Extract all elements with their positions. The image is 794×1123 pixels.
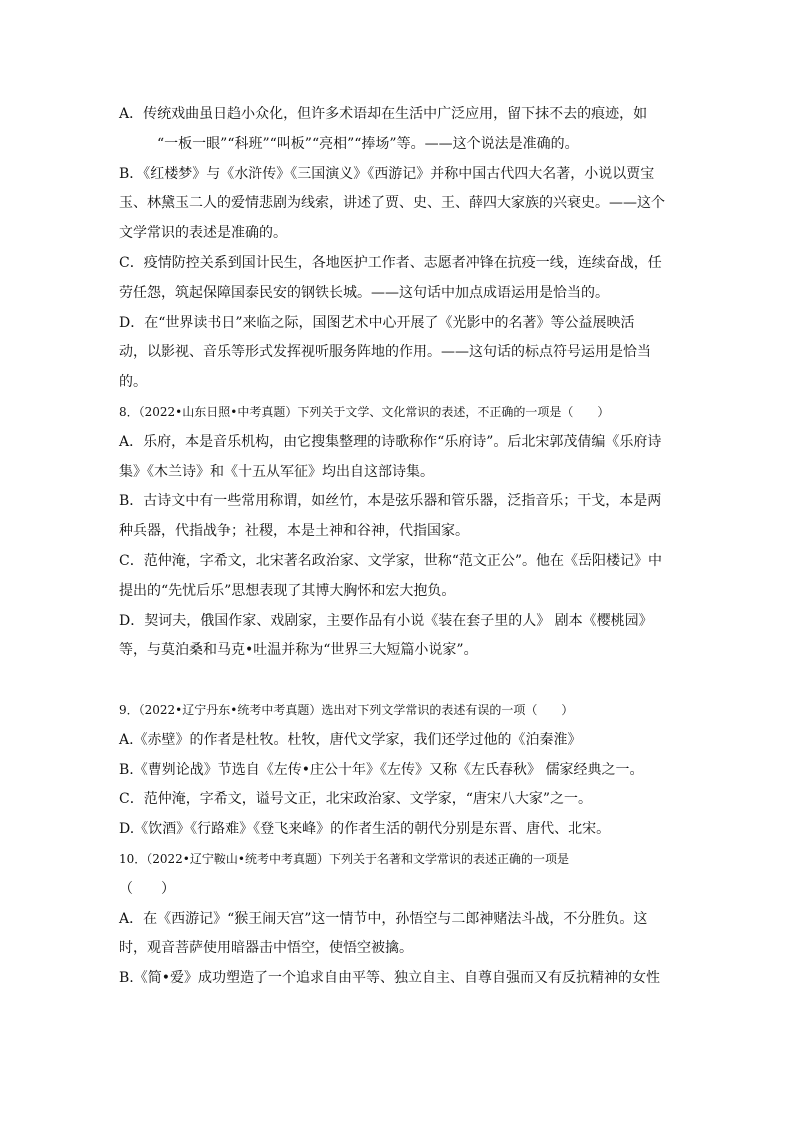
q8-option-c-line1: C．范仲淹，字希文，北宋著名政治家、文学家，世称“范文正公”。他在《岳阳楼记》中 (119, 552, 663, 569)
q7-option-b-line3: 文学常识的表述是准确的。 (119, 225, 287, 242)
q7-option-d-line2: 动，以影视、音乐等形式发挥视听服务阵地的作用。——这句话的标点符号运用是恰当 (119, 344, 651, 361)
question-9-stem: 9．（2022•辽宁丹东•统考中考真题）选出对下列文学常识的表述有误的一项（ ） (119, 702, 574, 717)
q7-option-d-line1: D．在“世界读书日”来临之际，国图艺术中心开展了《光影中的名著》等公益展映活 (119, 314, 635, 331)
q8-option-b-line2: 种兵器，代指战争；社稷，本是土神和谷神，代指国家。 (119, 523, 469, 540)
q10-option-a-line1: A．在《西游记》“猴王闹天宫”这一情节中，孙悟空与二郎神赌法斗战，不分胜负。这 (119, 910, 648, 927)
q10-option-b-line1: B.《简•爱》成功塑造了一个追求自由平等、独立自主、自尊自强而又有反抗精神的女性 (119, 970, 660, 987)
q7-option-c-line1: C．疫情防控关系到国计民生，各地医护工作者、志愿者冲锋在抗疫一线，连续奋战，任 (119, 254, 662, 271)
q8-option-a-line1: A．乐府，本是音乐机构，由它搜集整理的诗歌称作“乐府诗”。后北宋郭茂倩编《乐府诗 (119, 433, 662, 450)
q7-option-a-line2: “一板一眼”“科班”“叫板”“亮相”“捧场”等。——这个说法是准确的。 (157, 135, 579, 152)
question-8-stem: 8．（2022•山东日照•中考真题）下列关于文学、文化常识的表述，不正确的一项是（ ） (119, 404, 610, 419)
q8-option-b-line1: B．古诗文中有一些常用称谓，如丝竹，本是弦乐器和管乐器，泛指音乐；干戈，本是两 (119, 493, 662, 510)
spacer (119, 666, 679, 696)
q7-option-b-line1: B．《红楼梦》与《水浒传》《三国演义》《西游记》并称中国古代四大名著，小说以贾宝 (119, 165, 655, 182)
question-10-stem: 10．（2022•辽宁鞍山•统考中考真题）下列关于名著和文学常识的表述正确的一项是 (119, 851, 569, 866)
question-10-answer-bracket: （ ） (119, 880, 175, 897)
q8-option-a-line2: 集》《木兰诗》和《十五从军征》均出自这部诗集。 (119, 463, 434, 480)
q7-option-c-line2: 劳任怨，筑起保障国泰民安的钢铁长城。——这句话中加点成语运用是恰当的。 (119, 284, 609, 301)
q7-option-b-line2: 玉、林黛玉二人的爱情悲剧为线索，讲述了贾、史、王、薛四大家族的兴衰史。——这个 (119, 195, 665, 212)
document-page (119, 100, 679, 994)
q9-option-d: D.《饮酒》《行路难》《登飞来峰》的作者生活的朝代分别是东晋、唐代、北宋。 (119, 821, 611, 838)
q10-option-a-line2: 时，观音菩萨使用暗器击中悟空，使悟空被擒。 (119, 940, 413, 957)
q8-option-d-line1: D．契诃夫，俄国作家、戏剧家，主要作品有小说《装在套子里的人》 剧本《樱桃园》 (119, 612, 653, 629)
q8-option-c-line2: 提出的“先忧后乐”思想表现了其博大胸怀和宏大抱负。 (119, 582, 456, 599)
q9-option-b: B.《曹刿论战》节选自《左传•庄公十年》《左传》又称《左氏春秋》 儒家经典之一。 (119, 761, 644, 778)
q8-option-d-line2: 等，与莫泊桑和马克•吐温并称为“世界三大短篇小说家”。 (119, 642, 478, 659)
q9-option-c: C．范仲淹，字希文，谥号文正，北宋政治家、文学家，“唐宋八大家”之一。 (119, 791, 593, 808)
q7-option-d-line3: 的。 (119, 374, 147, 391)
q9-option-a: A.《赤壁》的作者是杜牧。杜牧，唐代文学家，我们还学过他的《泊秦淮》 (119, 731, 582, 748)
q7-option-a-line1: A．传统戏曲虽日趋小众化，但许多术语却在生活中广泛应用，留下抹不去的痕迹，如 (119, 106, 648, 122)
